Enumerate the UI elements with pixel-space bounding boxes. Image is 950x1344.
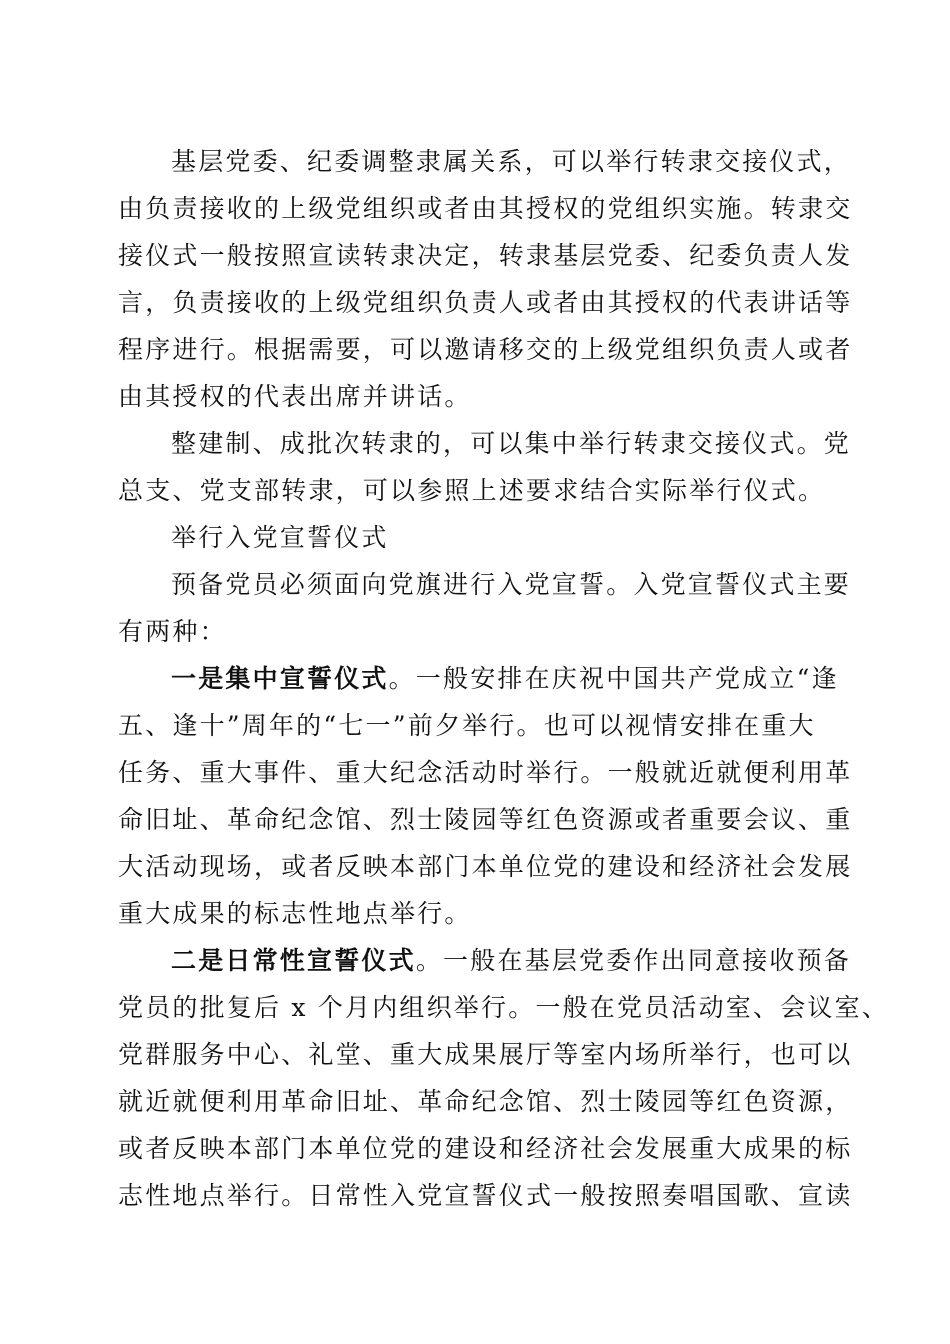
paragraph-line: 接仪式一般按照宣读转隶决定，转隶基层党委、纪委负责人发	[118, 241, 853, 270]
paragraph-line: 大活动现场，或者反映本部门本单位党的建设和经济社会发展	[118, 852, 853, 881]
bold-lead-text: 二是日常性宣誓仪式	[171, 946, 416, 975]
paragraph-line: 有两种：	[118, 617, 227, 646]
paragraph-line: 基层党委、纪委调整隶属关系，可以举行转隶交接仪式，	[171, 147, 852, 176]
paragraph-line: 志性地点举行。日常性入党宣誓仪式一般按照奏唱国歌、宣读	[118, 1181, 853, 1210]
paragraph-line: 整建制、成批次转隶的，可以集中举行转隶交接仪式。党	[171, 429, 852, 458]
paragraph-line: 重大成果的标志性地点举行。	[118, 899, 472, 928]
paragraph-line: 五、逢十”周年的“七一”前夕举行。也可以视情安排在重大	[118, 711, 816, 740]
paragraph-line	[171, 664, 839, 696]
paragraph-line: 由负责接收的上级党组织或者由其授权的党组织实施。转隶交	[118, 194, 853, 223]
bold-lead-text: 一是集中宣誓仪式	[171, 664, 389, 693]
paragraph-line: 由其授权的代表出席并讲话。	[118, 382, 472, 411]
paragraph-line: 总支、党支部转隶，可以参照上述要求结合实际举行仪式。	[118, 476, 826, 505]
paragraph-line: 党员的批复后 x 个月内组织举行。一般在党员活动室、会议室、	[118, 993, 889, 1022]
paragraph-line: 就近就便利用革命旧址、革命纪念馆、烈士陵园等红色资源，	[118, 1087, 853, 1116]
paragraph-line: 任务、重大事件、重大纪念活动时举行。一般就近就便利用革	[118, 758, 853, 787]
paragraph-line: 或者反映本部门本单位党的建设和经济社会发展重大成果的标	[118, 1134, 853, 1163]
paragraph-line: 程序进行。根据需要，可以邀请移交的上级党组织负责人或者	[118, 335, 853, 364]
paragraph-text: 。一般安排在庆祝中国共产党成立“逢	[388, 664, 839, 693]
paragraph-line: 党群服务中心、礼堂、重大成果展厅等室内场所举行，也可以	[118, 1040, 853, 1069]
paragraph-line: 预备党员必须面向党旗进行入党宣誓。入党宣誓仪式主要	[171, 570, 852, 599]
paragraph-text: 。一般在基层党委作出同意接收预备	[415, 946, 852, 975]
section-heading: 举行入党宣誓仪式	[171, 523, 389, 552]
paragraph-line: 言，负责接收的上级党组织负责人或者由其授权的代表讲话等	[118, 288, 853, 317]
paragraph-line	[171, 946, 851, 978]
paragraph-line: 命旧址、革命纪念馆、烈士陵园等红色资源或者重要会议、重	[118, 805, 853, 834]
